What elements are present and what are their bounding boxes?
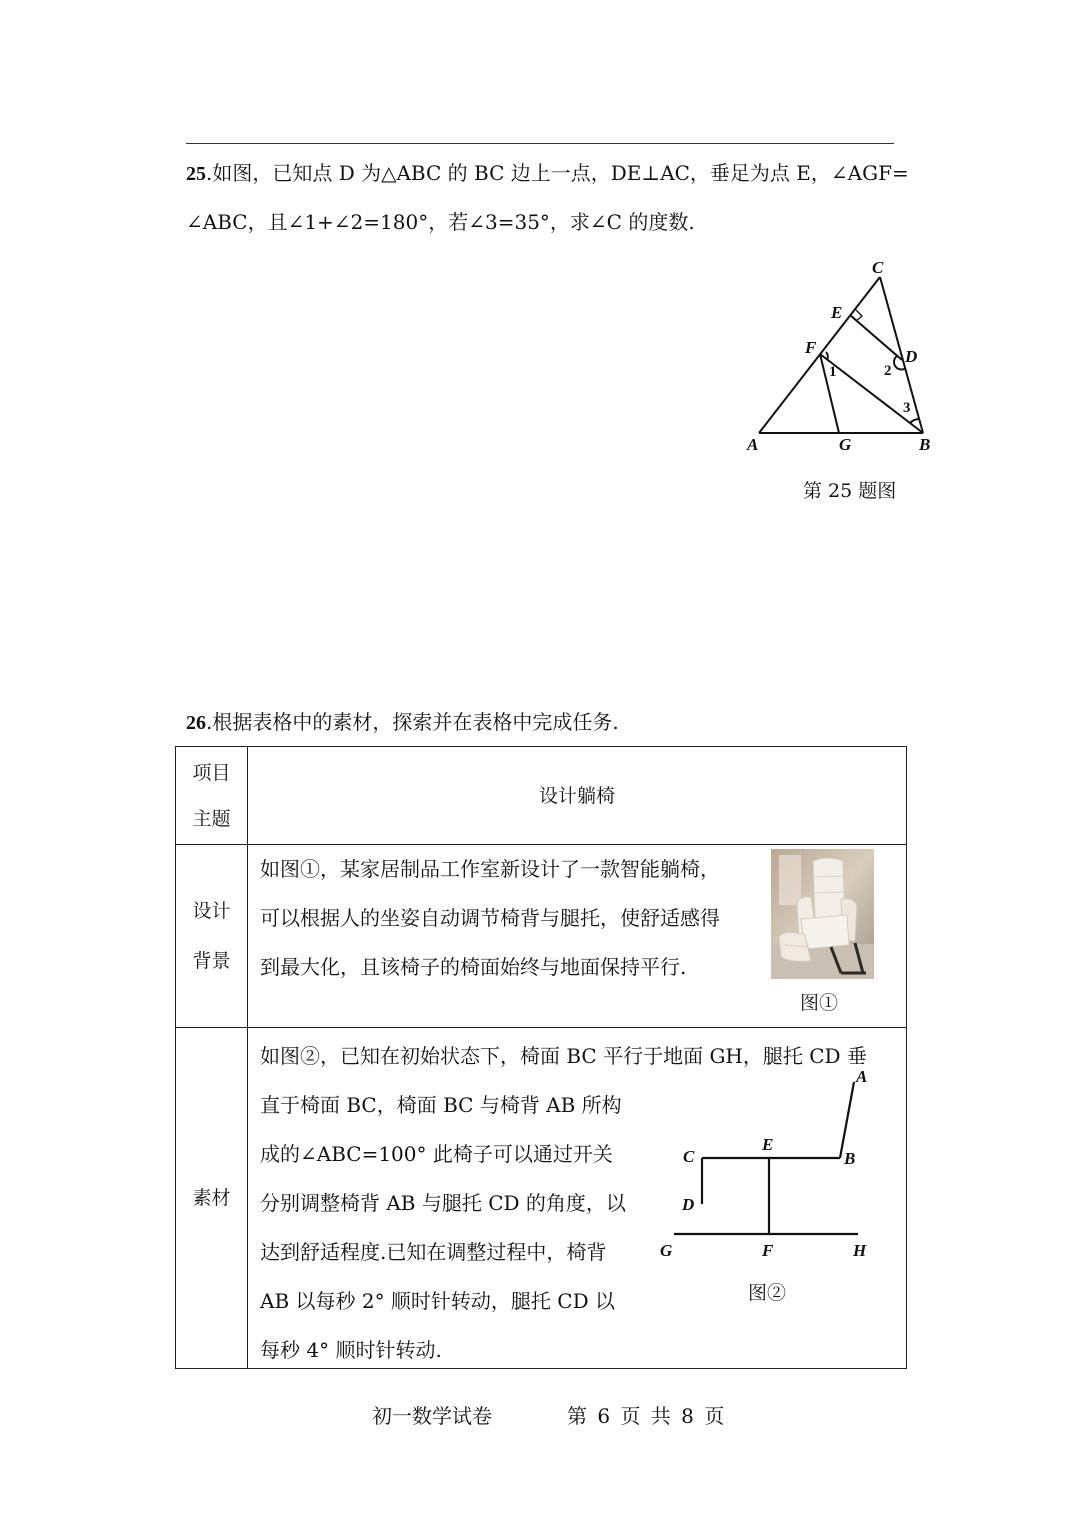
header-rule <box>186 143 894 144</box>
label-f: F <box>805 338 817 357</box>
fig2-label-f: F <box>762 1241 774 1260</box>
q25-number: 25 <box>186 163 206 185</box>
label-angle-3: 3 <box>903 400 911 416</box>
q25-figure <box>735 250 945 460</box>
fig2-label-b: B <box>844 1149 856 1168</box>
label-c: C <box>872 258 884 277</box>
background-label-cell <box>176 845 248 1028</box>
table-row-background <box>176 845 907 1028</box>
fig2-label-c: C <box>683 1147 695 1166</box>
background-text <box>260 845 720 992</box>
topic-content: 设计躺椅 <box>248 747 907 845</box>
figure1-caption: 图① <box>800 992 839 1014</box>
footer-page-number: 第 6 页 共 8 页 <box>567 1404 725 1428</box>
material-label: 素材 <box>176 1028 248 1369</box>
figure2-diagram <box>656 1064 886 1274</box>
q26-intro: .根据表格中的素材，探索并在表格中完成任务. <box>206 710 619 734</box>
material-line: 直于椅面 BC，椅面 BC 与椅背 AB 所构 <box>260 1093 622 1117</box>
material-line: 成的∠ABC=100° 此椅子可以通过开关 <box>260 1142 613 1166</box>
label-angle-1: 1 <box>829 364 837 380</box>
fig2-label-h: H <box>853 1241 867 1260</box>
fig2-label-e: E <box>762 1135 774 1154</box>
q26-intro-line <box>186 712 619 733</box>
segment-ed <box>850 315 902 360</box>
background-label-line2: 背景 <box>192 950 231 972</box>
topic-label-line2: 主题 <box>192 807 231 830</box>
background-content-cell <box>248 845 907 1028</box>
background-line: 到最大化，且该椅子的椅面始终与地面保持平行. <box>260 955 687 979</box>
material-content-cell <box>248 1028 907 1369</box>
fig2-label-g: G <box>660 1241 673 1260</box>
material-line-1: 如图②，已知在初始状态下，椅面 BC 平行于地面 GH，腿托 CD 垂 <box>260 1044 867 1068</box>
q26-number: 26 <box>186 712 206 734</box>
figure2-caption: 图② <box>748 1282 787 1304</box>
q25-figure-caption: 第 25 题图 <box>803 480 897 502</box>
chair-photo <box>771 849 874 979</box>
material-line: 达到舒适程度.已知在调整过程中，椅背 <box>260 1240 607 1264</box>
q25-text-line1 <box>186 163 909 184</box>
label-a: A <box>747 435 759 454</box>
background-line: 如图①，某家居制品工作室新设计了一款智能躺椅， <box>260 857 720 881</box>
label-g: G <box>839 435 852 454</box>
footer-exam-title: 初一数学试卷 <box>372 1404 492 1428</box>
angle-3-arc <box>910 419 919 423</box>
topic-label-line1: 项目 <box>192 761 231 784</box>
label-b: B <box>919 435 931 454</box>
topic-label-cell <box>176 747 248 845</box>
material-line: 分别调整椅背 AB 与腿托 CD 的角度，以 <box>260 1191 626 1215</box>
right-angle-mark <box>856 310 862 321</box>
back-ab <box>840 1082 854 1158</box>
table-row-material <box>176 1028 907 1369</box>
fig2-label-d: D <box>682 1195 695 1214</box>
material-text <box>260 1081 626 1375</box>
background-label-line1: 设计 <box>192 900 231 922</box>
material-line: 每秒 4° 顺时针转动. <box>260 1338 442 1362</box>
label-d: D <box>905 347 918 366</box>
label-e: E <box>831 303 843 322</box>
background-line: 可以根据人的坐姿自动调节椅背与腿托，使舒适感得 <box>260 906 720 930</box>
fig2-label-a: A <box>856 1067 868 1086</box>
q25-line1: .如图，已知点 D 为△ABC 的 BC 边上一点，DE⊥AC，垂足为点 E，∠AGF= <box>206 161 909 185</box>
table-row-topic <box>176 747 907 845</box>
material-line: AB 以每秒 2° 顺时针转动，腿托 CD 以 <box>260 1289 615 1313</box>
task-table <box>175 746 907 1369</box>
label-angle-2: 2 <box>884 363 892 379</box>
q25-line2: ∠ABC，且∠1+∠2=180°，若∠3=35°，求∠C 的度数. <box>186 210 695 234</box>
